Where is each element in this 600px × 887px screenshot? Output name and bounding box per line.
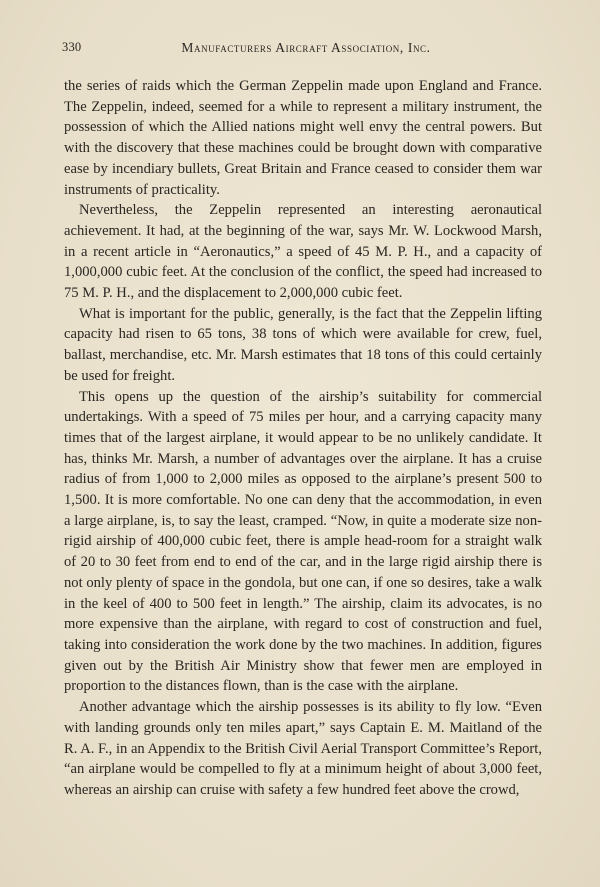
- running-head: [62, 40, 522, 60]
- page-number: 330: [62, 40, 82, 54]
- paragraph: Nevertheless, the Zeppelin represented an interesting aeronautical achievement. It had, at the beginning of the war, says Mr. W. Lockwood Marsh, in a recent article in “Aeronautics,” a speed of 45 M. P. H., and a capacity of 1,000,000 cubic feet. At the conclusion of the conflict, the speed had increased to 75 M. P. H., and the displacement to 2,000,000 cubic feet.: [64, 202, 542, 302]
- body-text: [64, 76, 542, 801]
- paragraph: This opens up the question of the airship’s suitability for commercial undertakings. With a speed of 75 miles per hour, and a carrying capacity many times that of the largest airplane, it would appear to be no unlikely candidate. It has, thinks Mr. Marsh, a number of advantages over the airplane. It has a cruise radius of from 1,000 to 2,000 miles as opposed to the airplane’s present 500 to 1,500. It is more comfortable. No one can deny that the accommodation, in even a large airplane, is, to say the least, cramped. “Now, in quite a moderate size non-rigid airship of 400,000 cubic feet, there is ample head-room for a straight walk of 20 to 30 feet from end to end of the car, and in the large rigid airship there is not only plenty of space in the gondola, but one can, if one so desires, take a walk in the keel of 400 to 500 feet in length.” The airship, claim its advocates, is no more expensive than the airplane, with regard to cost of construction and fuel, taking into consideration the work done by the two machines. In addition, figures given out by the British Air Ministry show that fewer men are employed in proportion to the distances flown, than is the case with the airplane.: [64, 388, 542, 695]
- paragraph: What is important for the public, generally, is the fact that the Zeppelin lifting capacity had risen to 65 tons, 38 tons of which were available for crew, fuel, ballast, merchandise, etc. Mr. Marsh estimates that 18 tons of this could certainly be used for freight.: [64, 305, 542, 384]
- running-title: Manufacturers Aircraft Association, Inc.: [181, 40, 431, 55]
- paragraph: the series of raids which the German Zeppelin made upon England and France. The Zeppelin, indeed, seemed for a while to represent a military instrument, the possession of which the Allied nations might well envy the central powers. But with the discovery that these machines could be brought down with comparative ease by incendiary bullets, Great Britain and France ceased to consider them war instruments of practicality.: [64, 78, 542, 198]
- paragraph: Another advantage which the airship possesses is its ability to fly low. “Even with landing grounds only ten miles apart,” says Captain E. M. Maitland of the R. A. F., in an Appendix to the British Civil Aerial Transport Committee’s Report, “an airplane would be compelled to fly at a minimum height of about 3,000 feet, whereas an airship can cruise with safety a few hundred feet above the crowd,: [64, 699, 542, 798]
